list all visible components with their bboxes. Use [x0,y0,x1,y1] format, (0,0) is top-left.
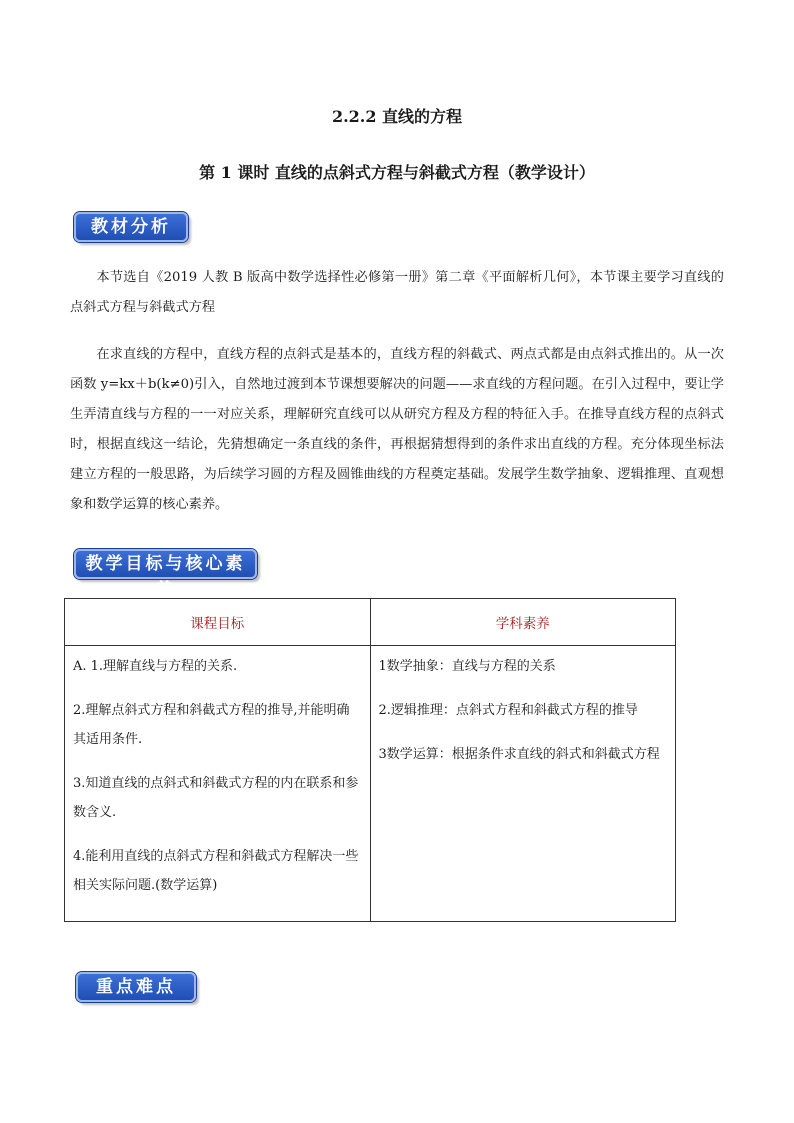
lesson-subtitle: 第 1 课时 直线的点斜式方程与斜截式方程（教学设计） [199,163,595,182]
list-item: 3数学运算：根据条件求直线的斜式和斜截式方程 [378,747,660,762]
objectives-table [64,598,676,922]
section-badge-textbook-analysis: 教材分析 [74,212,188,242]
list-item: 2.逻辑推理：点斜式方程和斜截式方程的推导 [378,703,638,718]
table-row [65,646,676,922]
list-item: 3.知道直线的点斜式和斜截式方程的内在联系和参数含义. [73,776,359,820]
subject-literacy-cell [370,646,676,922]
table-header-row [65,599,676,646]
section-badge-objectives: 教学目标与核心素养 [74,549,257,579]
page-title: 2.2.2 直线的方程 [331,107,463,126]
section-badge-key-points: 重点难点 [76,972,196,1002]
col-header-subject-literacy: 学科素养 [370,599,676,646]
list-item: 1数学抽象：直线与方程的关系 [378,659,556,674]
paragraph-source: 本节选自《2019 人教 B 版高中数学选择性必修第一册》第二章《平面解析几何》，本节课主要学习直线的点斜式方程与斜截式方程 [70,270,724,315]
col-header-course-goals: 课程目标 [65,599,371,646]
course-goals-cell [65,646,371,922]
list-item: 4.能利用直线的点斜式方程和斜截式方程解决一些相关实际问题.(数学运算) [73,849,359,893]
paragraph-analysis: 在求直线的方程中，直线方程的点斜式是基本的，直线方程的斜截式、两点式都是由点斜式推出的。从一次函数 y=kx＋b(k≠0)引入，自然地过渡到本节课想要解决的问题——求直线的方程问题。在引入过程中，要让学生弄清直线与方程的一一对应关系，理解研究直线可以从研究方程及方程的特征入手。在推导直线方程的点斜式时，根据直线这一结论，先猜想确定一条直线的条件，再根据猜想得到的条件求出直线的方程。充分体现坐标法建立方程的一般思路，为后续学习圆的方程及圆锥曲线的方程奠定基础。发展学生数学抽象、逻辑推理、直观想象和数学运算的核心素养。 [70,347,724,512]
list-item: 2.理解点斜式方程和斜截式方程的推导,并能明确其适用条件. [73,703,350,747]
list-item: A. 1.理解直线与方程的关系. [73,659,238,674]
